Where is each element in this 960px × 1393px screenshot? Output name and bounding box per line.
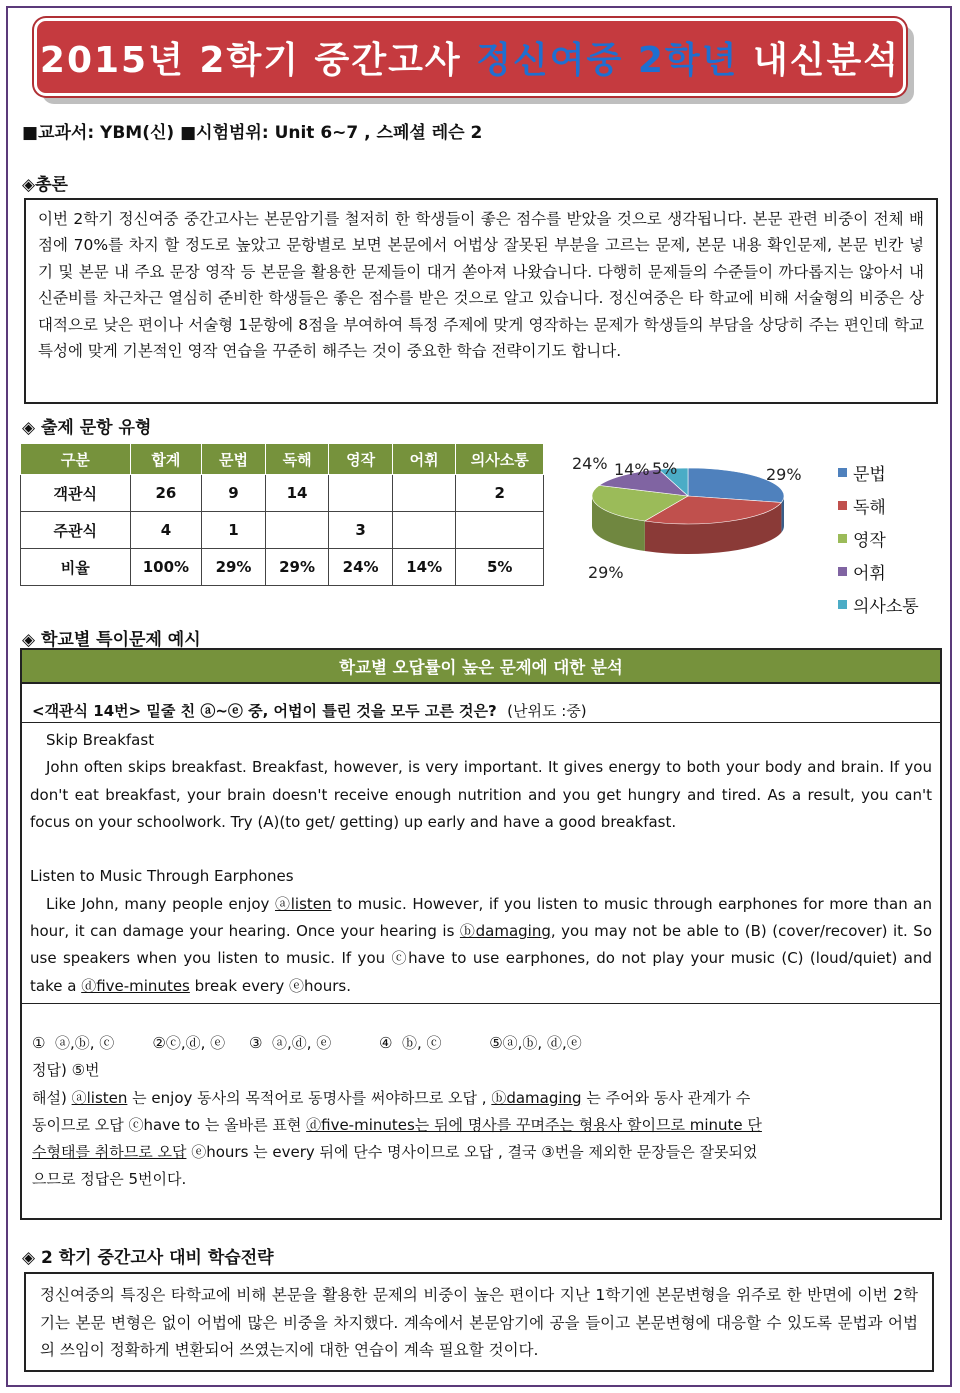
answer-section [32, 1030, 932, 1194]
pie-label-어휘: 14% [614, 460, 650, 479]
legend-label: 의사소통 [853, 597, 919, 617]
title-highlight: 정신여중 2학년 [476, 39, 739, 81]
explanation [32, 1085, 762, 1194]
difficulty-label: (난위도 :중) [507, 702, 587, 720]
table-cell [329, 475, 393, 512]
answer-choices: ① ⓐ,ⓑ, ⓒ ②ⓒ,ⓓ, ⓔ ③ ⓐ,ⓓ, ⓔ ④ ⓑ, ⓒ ⑤ⓐ,ⓑ, ⓓ,ⓔ [32, 1034, 582, 1052]
table-cell: 26 [130, 475, 202, 512]
example-banner: 학교별 오답률이 높은 문제에 대한 분석 [22, 650, 940, 684]
table-cell [265, 512, 329, 549]
title-banner [34, 18, 914, 104]
table-cell: 5% [456, 549, 544, 586]
table-row [21, 475, 544, 512]
question-types-table [20, 443, 544, 586]
passage [22, 722, 940, 1004]
legend-label: 독해 [853, 498, 886, 518]
table-cell: 29% [265, 549, 329, 586]
table-cell: 14% [392, 549, 456, 586]
legend-item-grammar [838, 460, 886, 485]
legend-label: 영작 [853, 531, 886, 551]
legend-item-writing [838, 526, 886, 551]
underline-e: ⓔhours [289, 976, 347, 995]
table-cell: 1 [202, 512, 266, 549]
table-cell: 4 [130, 512, 202, 549]
question-text [32, 700, 587, 721]
legend-item-communication [838, 592, 919, 617]
legend-item-reading [838, 493, 886, 518]
table-cell [456, 512, 544, 549]
exp-underline-a: ⓐlisten [71, 1088, 128, 1107]
th-category: 구분 [21, 444, 131, 475]
correct-answer: 정답) ⑤번 [32, 1061, 100, 1080]
strategy-box [24, 1272, 934, 1372]
summary-text: 이번 2학기 정신여중 중간고사는 본문암기를 철저히 한 학생들이 좋은 점수를 받았을 것으로 생각됩니다. 본문 관련 비중이 전체 배점에 70%를 차지 할 정도로 높았고 문항별로 보면 본문에서 어법상 잘못된 부분을 고르는 문제, 본문 내용 확인문제, 본문 빈칸 넣기 및 본문 내 주요 문장 영작 등 본문을 활용한 문제들이 대거 쏟아져 나왔습니다. 다행히 문제들의 수준들이 까다롭지는 않아서 내신준비를 차근차근 열심히 준비한 학생들은 좋은 점수를 받은 것으로 알고 있습니다. 정신여중은 타 학교에 비해 서술형의 비중은 상대적으로 낮은 편이나 서술형 1문항에 8점을 부여하여 특정 주제에 맞게 영작하는 문제가 학생들의 부담을 상당히 주는 편인데 학교 특성에 맞게 기본적인 영작 연습을 꾸준히 해주는 것이 중요한 학습 전략이기도 합니다. [38, 210, 924, 361]
exp-text: 는 enjoy 동사의 목적어로 동명사를 써야하므로 오답 , [127, 1088, 492, 1107]
table-cell: 100% [130, 549, 202, 586]
p2-text: break every [189, 976, 290, 995]
passage-paragraph-1: John often skips breakfast. Breakfast, however, is very important. It gives energy to both your body and brain. If you don't eat breakfast, your brain doesn't receive enough nutrition and you get hungry and tired. As a result, you can't focus on your schoolwork. Try (A)(to get/ getting) up early and have a good breakfast. [30, 758, 932, 831]
p2-text: use earphones, do not play your music (C) (loud/quiet) and take a [30, 949, 932, 995]
example-heading: ◈ 학교별 특이문제 예시 [22, 630, 201, 650]
legend-swatch [838, 567, 847, 576]
table-cell: 주관식 [21, 512, 131, 549]
passage-title-1: Skip Breakfast [46, 731, 155, 749]
table-cell: 객관식 [21, 475, 131, 512]
th-reading: 독해 [265, 444, 329, 475]
banner-body [34, 18, 906, 96]
page-title [40, 32, 900, 83]
th-total: 합계 [130, 444, 202, 475]
p2-text: Like John, many people enjoy [46, 894, 275, 913]
question-types-heading: ◈ 출제 문항 유형 [22, 418, 152, 438]
underline-b: ⓑdamaging [459, 922, 551, 941]
underline-c: ⓒhave to [391, 949, 467, 968]
legend-swatch [838, 501, 847, 510]
table-cell [392, 475, 456, 512]
table-cell: 24% [329, 549, 393, 586]
summary-heading: ◈총론 [22, 175, 68, 195]
title-part1: 2015년 2학기 중간고사 [39, 39, 477, 81]
exp-underline-b: ⓑdamaging [491, 1088, 582, 1107]
p2-text: . [346, 976, 351, 995]
underline-a: ⓐlisten [274, 894, 332, 913]
legend-item-vocab [838, 559, 886, 584]
exp-text: 해설) [32, 1088, 72, 1107]
legend-swatch [838, 534, 847, 543]
exp-underline-d: ⓓfive-minutes는 뒤에 명사를 꾸며주는 형용사 할이므로 minute 단수형태를 취하므로 오답 [32, 1115, 762, 1162]
textbook-info: ■교과서: YBM(신) ■시험범위: Unit 6~7 , 스페셜 레슨 2 [22, 123, 483, 143]
table-cell: 14 [265, 475, 329, 512]
pie-label-영작: 24% [572, 454, 608, 473]
table-header-row [21, 444, 544, 475]
strategy-text: 정신여중의 특징은 타학교에 비해 본문을 활용한 문제의 비중이 높은 편이다 지난 1학기엔 본문변형을 위주로 한 반면에 이번 2학기는 본문 변형은 없이 어법에 많은 비중을 차지했다. 계속에서 본문암기에 공을 들이고 본문변형에 대응할 수 있도록 문법과 어법의 쓰임이 정확하게 변환되어 쓰였는지에 대한 연습이 계속 필요할 것이다. [40, 1286, 918, 1359]
th-grammar: 문법 [202, 444, 266, 475]
pie-label-의사소통: 5% [652, 459, 678, 478]
th-communication: 의사소통 [456, 444, 544, 475]
passage-paragraph-2 [30, 891, 932, 1000]
table-row [21, 549, 544, 586]
table-row [21, 512, 544, 549]
passage-title-2: Listen to Music Through Earphones [30, 867, 294, 886]
summary-box [24, 198, 938, 404]
legend-label: 어휘 [853, 564, 886, 584]
th-vocab: 어휘 [392, 444, 456, 475]
example-box [20, 648, 942, 1220]
title-part2: 내신분석 [738, 39, 901, 81]
table-cell [392, 512, 456, 549]
p2-text: to music. However, if you listen to music through earphones for more than an hour, it can damage your hearing. Once your hearing is [30, 894, 932, 941]
table-cell: 비율 [21, 549, 131, 586]
underline-d: ⓓfive-minutes [81, 976, 190, 995]
exp-text: ⓔhours 는 every 뒤에 단수 명사이므로 오답 , 결국 ③번을 제외한 문장들은 잘못되었으므로 정답은 5번이다. [32, 1143, 758, 1189]
strategy-heading: ◈ 2 학기 중간고사 대비 학습전략 [22, 1248, 274, 1268]
legend-label: 문법 [853, 465, 886, 485]
question-stem: <객관식 14번> 밑줄 친 ⓐ~ⓔ 중, 어법이 틀린 것을 모두 고른 것은? [32, 702, 497, 720]
p2-text: , you may not be able to (B) (cover/recover) it. So use speakers when you listen to music. If you [30, 922, 932, 968]
exp-text: 는 주어와 동사 관계가 수동이므로 오답 ⓒhave to 는 올바른 표현 [32, 1088, 751, 1134]
th-writing: 영작 [329, 444, 393, 475]
legend-swatch [838, 468, 847, 477]
pie-label-문법: 29% [766, 465, 802, 484]
legend-swatch [838, 600, 847, 609]
table-cell: 3 [329, 512, 393, 549]
table-cell: 29% [202, 549, 266, 586]
table-cell: 2 [456, 475, 544, 512]
table-cell: 9 [202, 475, 266, 512]
pie-label-독해: 29% [588, 563, 624, 582]
